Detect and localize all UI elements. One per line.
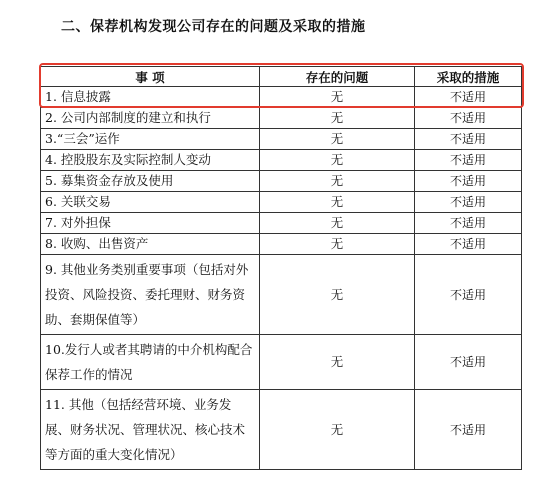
row-item: 3.“三会”运作 xyxy=(41,129,260,150)
row-measure: 不适用 xyxy=(415,255,522,335)
section-title: 二、保荐机构发现公司存在的问题及采取的措施 xyxy=(61,19,366,35)
row-item: 4. 控股股东及实际控制人变动 xyxy=(41,150,260,171)
row-measure: 不适用 xyxy=(415,171,522,192)
row-measure: 不适用 xyxy=(415,129,522,150)
row-issue: 无 xyxy=(260,108,415,129)
table-row xyxy=(41,171,522,192)
table-row xyxy=(41,234,522,255)
table-row xyxy=(41,129,522,150)
row-issue: 无 xyxy=(260,129,415,150)
table-header-row xyxy=(41,67,522,87)
table-row xyxy=(41,192,522,213)
row-issue: 无 xyxy=(260,390,415,470)
table-row xyxy=(41,213,522,234)
table-row xyxy=(41,108,522,129)
row-issue: 无 xyxy=(260,234,415,255)
row-issue: 无 xyxy=(260,192,415,213)
row-issue: 无 xyxy=(260,255,415,335)
header-issue: 存在的问题 xyxy=(260,67,415,87)
header-measure: 采取的措施 xyxy=(415,67,522,87)
row-measure: 不适用 xyxy=(415,108,522,129)
row-measure: 不适用 xyxy=(415,390,522,470)
table-row xyxy=(41,255,522,335)
row-issue: 无 xyxy=(260,335,415,390)
row-issue: 无 xyxy=(260,213,415,234)
row-measure: 不适用 xyxy=(415,150,522,171)
row-measure: 不适用 xyxy=(415,87,522,108)
row-item: 11. 其他（包括经营环境、业务发展、财务状况、管理状况、核心技术等方面的重大变化情况） xyxy=(41,390,260,470)
table-row xyxy=(41,87,522,108)
row-item: 10.发行人或者其聘请的中介机构配合保荐工作的情况 xyxy=(41,335,260,390)
row-measure: 不适用 xyxy=(415,335,522,390)
table-row xyxy=(41,390,522,470)
row-item: 8. 收购、出售资产 xyxy=(41,234,260,255)
row-item: 5. 募集资金存放及使用 xyxy=(41,171,260,192)
table-row xyxy=(41,335,522,390)
issues-table xyxy=(40,66,522,470)
table-row xyxy=(41,150,522,171)
row-measure: 不适用 xyxy=(415,213,522,234)
header-item: 事 项 xyxy=(41,67,260,87)
row-item: 9. 其他业务类别重要事项（包括对外投资、风险投资、委托理财、财务资助、套期保值等） xyxy=(41,255,260,335)
row-issue: 无 xyxy=(260,150,415,171)
row-issue: 无 xyxy=(260,87,415,108)
row-item: 7. 对外担保 xyxy=(41,213,260,234)
row-measure: 不适用 xyxy=(415,234,522,255)
row-item: 1. 信息披露 xyxy=(41,87,260,108)
row-item: 2. 公司内部制度的建立和执行 xyxy=(41,108,260,129)
row-issue: 无 xyxy=(260,171,415,192)
row-measure: 不适用 xyxy=(415,192,522,213)
row-item: 6. 关联交易 xyxy=(41,192,260,213)
